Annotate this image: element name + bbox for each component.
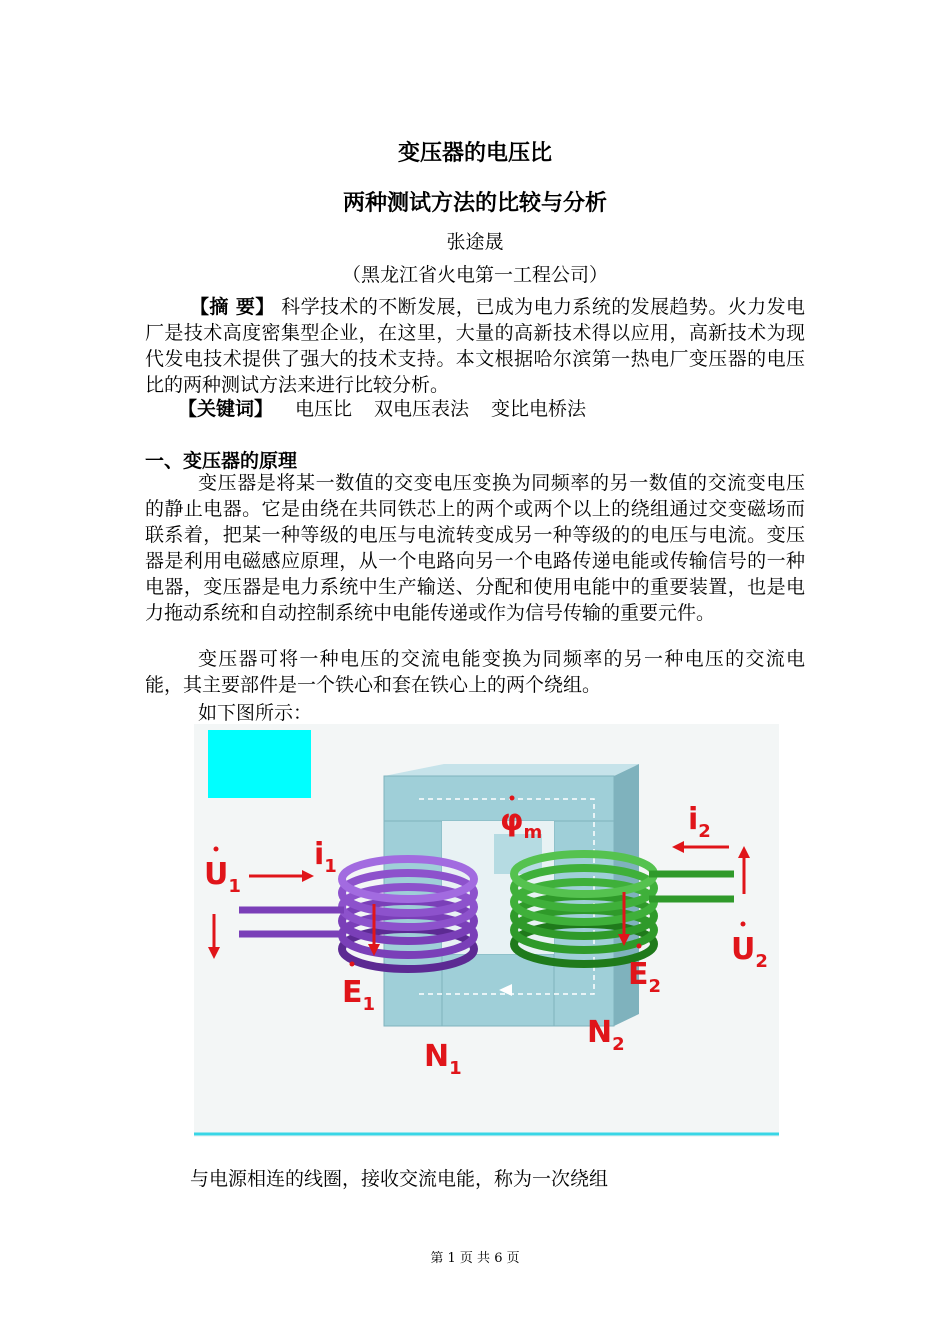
e2-label: $E_2$	[628, 957, 662, 997]
figure-caption: 与电源相连的线圈，接收交流电能，称为一次绕组	[190, 1168, 609, 1190]
title-line-2: 两种测试方法的比较与分析	[342, 191, 607, 216]
paragraph: 变压器可将一种电压的交流电能变换为同频率的另一种电压的交流电能，其主要部件是一个铁心和套在铁心上的两个绕组。	[145, 648, 805, 696]
affiliation: （黑龙江省火电第一工程公司）	[341, 264, 608, 286]
title-line-1: 变压器的电压比	[397, 141, 552, 166]
keywords-label: 【关键词】	[178, 398, 274, 420]
abstract-label: 【摘 要】	[190, 296, 275, 318]
section-heading: 一、变压器的原理	[145, 450, 298, 472]
u1-label: $U_1$	[204, 857, 241, 897]
keywords	[178, 396, 838, 422]
i1-label: $i_1$	[314, 837, 337, 877]
i2-label: $i_2$	[688, 802, 711, 842]
author: 张途晟	[446, 231, 504, 253]
e1-label: $E_1$	[342, 975, 376, 1015]
keyword: 变比电桥法	[491, 398, 587, 420]
phi-label: $\varphi_m$	[500, 803, 543, 843]
abstract-text: 科学技术的不断发展，已成为电力系统的发展趋势。火力发电厂是技术高度密集型企业，在这里，大量的高新技术得以应用，高新技术为现代发电技术提供了强大的技术支持。本文根据哈尔滨第一热电厂变压器的电压比的两种测试方法来进行比较分析。	[145, 296, 805, 396]
u2-label: $U_2$	[731, 932, 768, 972]
paragraph: 如下图所示：	[198, 702, 313, 724]
abstract	[145, 294, 805, 398]
n2-label: $N_2$	[587, 1015, 625, 1055]
transformer-diagram	[194, 724, 779, 1137]
n1-label: $N_1$	[424, 1039, 462, 1079]
corner-box	[208, 730, 311, 798]
page-footer: 第 1 页 共 6 页	[430, 1251, 520, 1266]
keyword: 双电压表法	[374, 398, 470, 420]
keyword: 电压比	[295, 398, 353, 420]
paragraph: 变压器是将某一数值的交变电压变换为同频率的另一数值的交流变电压的静止电器。它是由绕在共同铁芯上的两个或两个以上的绕组通过交变磁场而联系着，把某一种等级的电压与电流转变成另一种等级的的电压与电流。变压器是利用电磁感应原理，从一个电路向另一个电路传递电能或传输信号的一种电器，变压器是电力系统中生产输送、分配和使用电能中的重要装置，也是电力拖动系统和自动控制系统中电能传递或作为信号传输的重要元件。	[145, 472, 805, 624]
